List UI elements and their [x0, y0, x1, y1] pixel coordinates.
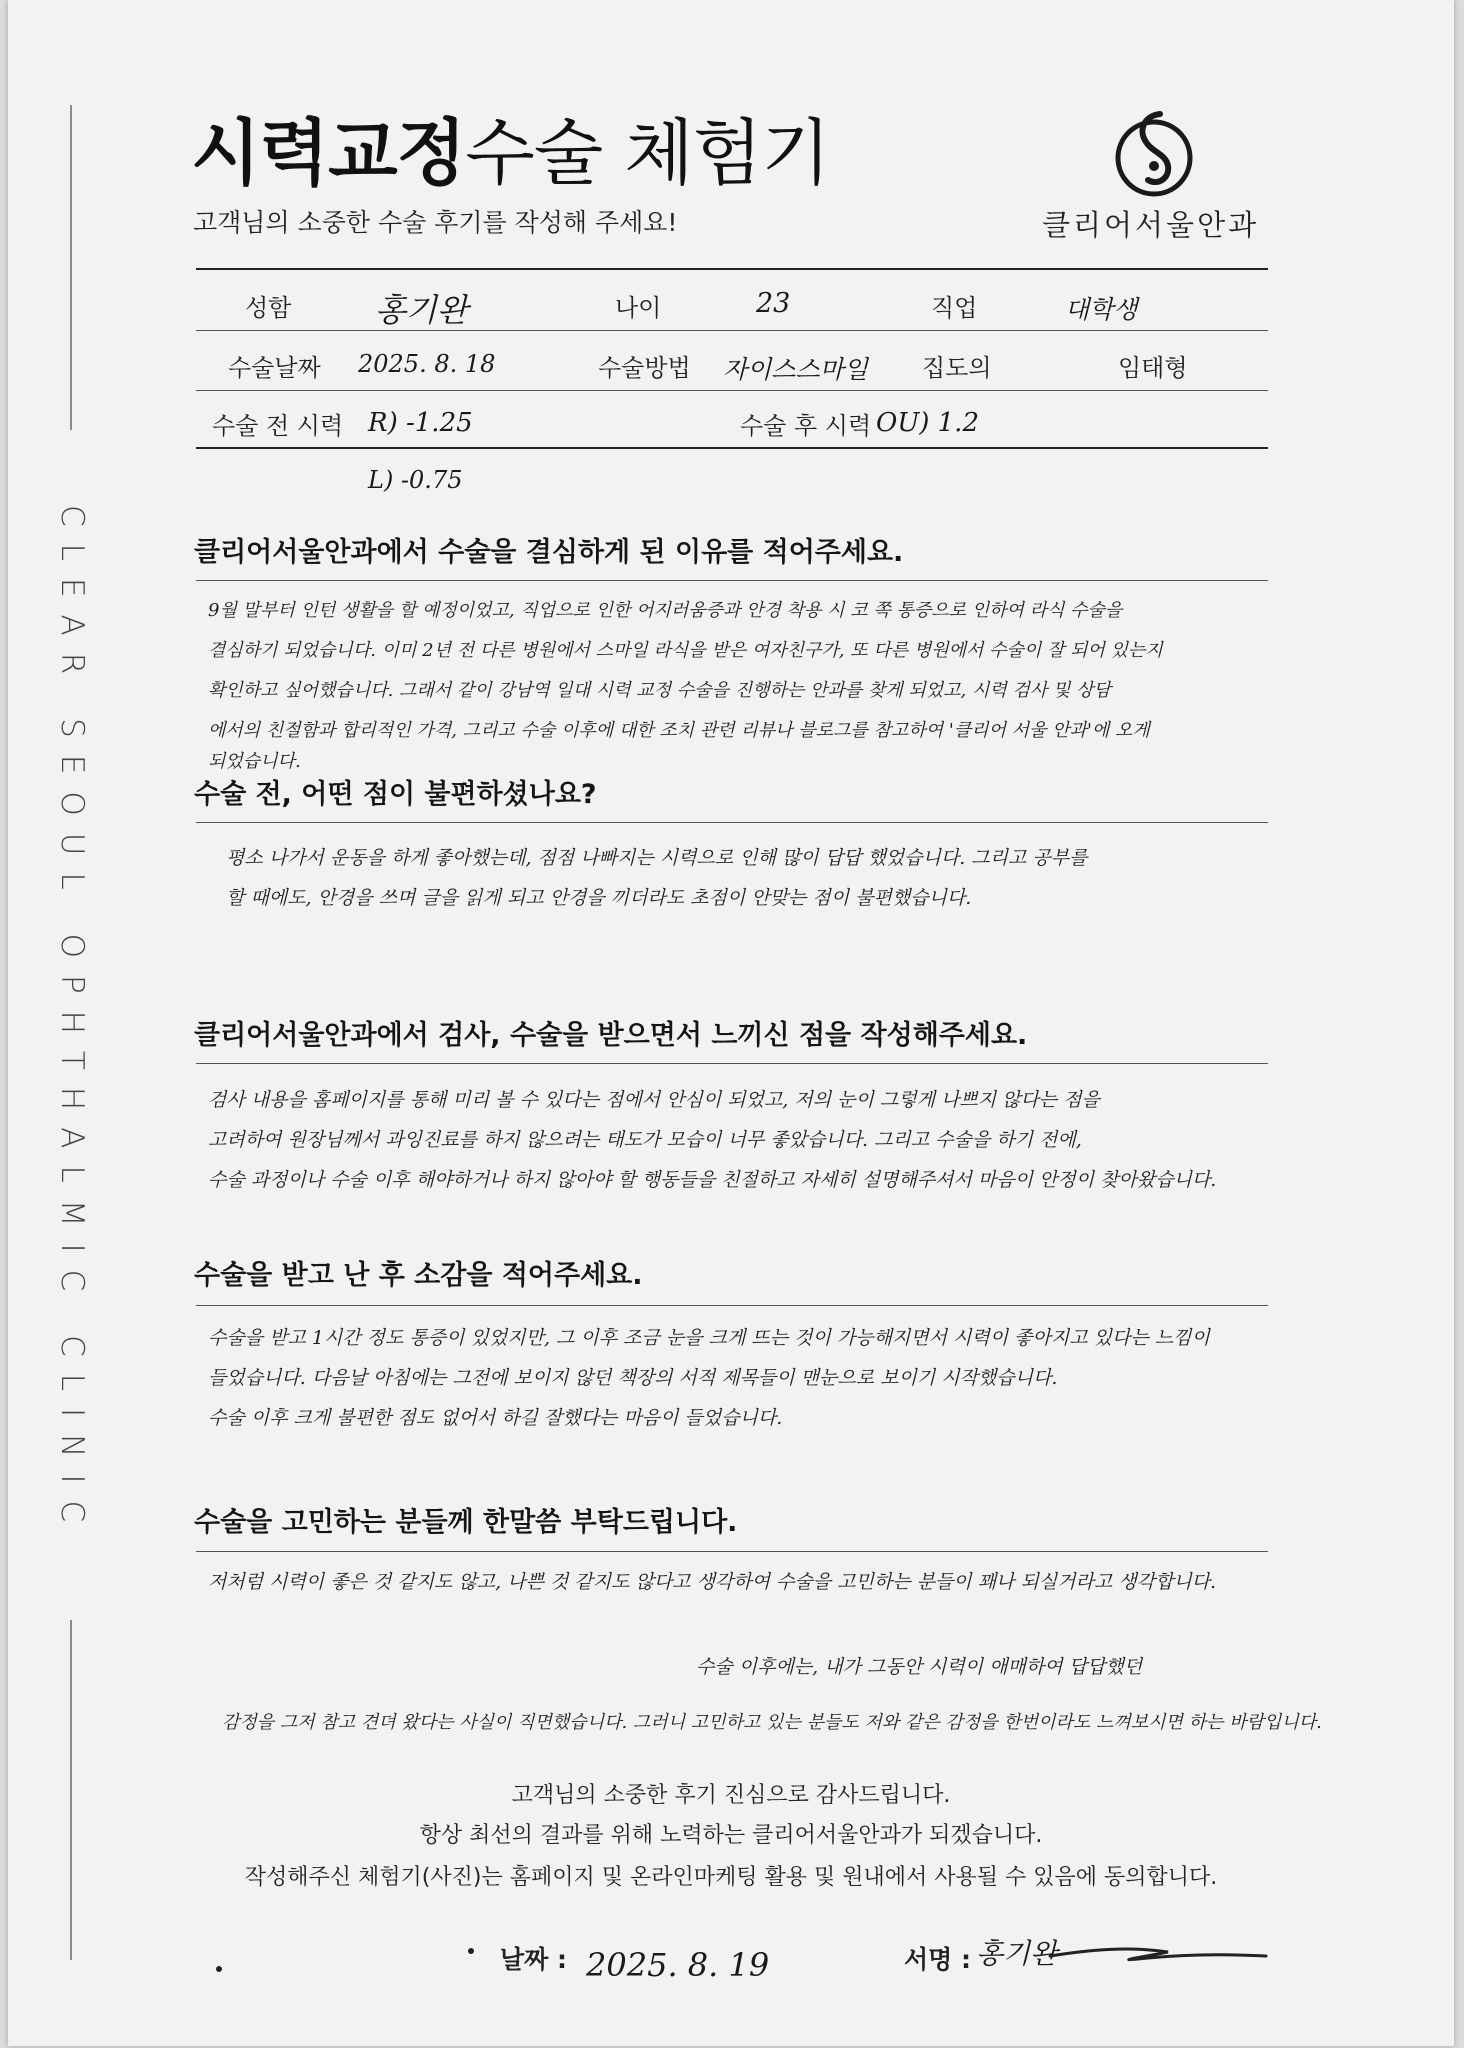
post-vision-label: 수술 후 시력: [740, 412, 872, 440]
section-advice-answer-line-3: 감정을 그저 참고 견뎌 왔다는 사실이 직면했습니다. 그러니 고민하고 있는 분들도 저와 같은 감정을 한번이라도 느껴보시면 하는 바람입니다.: [222, 1712, 1322, 1733]
job-value: 대학생: [1065, 295, 1138, 324]
info-table-top-rule: [196, 268, 1268, 270]
section-discomfort-answer: [226, 838, 1087, 918]
title-bold: 시력교정: [191, 111, 466, 195]
surgery-method-value: 자이스스마일: [723, 355, 868, 384]
surgeon-value: 임태형: [1118, 354, 1188, 382]
pre-vision-label: 수술 전 시력: [212, 412, 344, 440]
answer-line: 수술 이후 크게 불편한 점도 없어서 하길 잘했다는 마음이 들었습니다.: [208, 1407, 783, 1429]
bullet-dot: [468, 1948, 474, 1954]
pre-vision-left-value: L) -0.75: [368, 466, 463, 494]
age-label: 나이: [615, 294, 662, 322]
section-reason-rule: [196, 580, 1268, 581]
name-value: 홍기완: [375, 291, 468, 329]
page-subtitle: 고객님의 소중한 수술 후기를 작성해 주세요!: [193, 208, 678, 237]
answer-line: 수술을 받고 1시간 정도 통증이 있었지만, 그 이후 조금 눈을 크게 뜨는 것이 가능해지면서 시력이 좋아지고 있다는 느낌이: [208, 1327, 1210, 1349]
pre-vision-right-value: R) -1.25: [368, 408, 473, 438]
section-advice-answer-line-2: 수술 이후에는, 내가 그동안 시력이 애매하여 답답했던: [696, 1656, 1143, 1678]
section-advice-rule: [196, 1551, 1268, 1552]
surgery-method-label: 수술방법: [598, 354, 691, 382]
title-light: 수술 체험기: [465, 111, 830, 195]
section-discomfort-title: 수술 전, 어떤 점이 불편하셨나요?: [194, 779, 597, 810]
answer-line: 9월 말부터 인턴 생활을 할 예정이었고, 직업으로 인한 어지러움증과 안경 착용 시 코 쪽 통증으로 인하여 라식 수술을: [208, 600, 1123, 621]
survey-sheet: [8, 0, 1454, 2046]
name-label: 성함: [245, 294, 292, 322]
page-title: [191, 95, 830, 199]
section-experience-title: 클리어서울안과에서 검사, 수술을 받으면서 느끼신 점을 작성해주세요.: [194, 1020, 1028, 1051]
section-discomfort-rule: [196, 822, 1268, 823]
info-row-divider: [196, 390, 1268, 391]
info-table-bottom-rule: [196, 447, 1268, 449]
answer-line: 에서의 친절함과 합리적인 가격, 그리고 수술 이후에 대한 조치 관련 리뷰나 블로그를 참고하여 '클리어 서울 안과'에 오게: [208, 720, 1150, 741]
answer-line: 고려하여 원장님께서 과잉진료를 하지 않으려는 태도가 모습이 너무 좋았습니다. 그리고 수술을 하기 전에,: [208, 1129, 1082, 1151]
answer-line: 들었습니다. 다음날 아침에는 그전에 보이지 않던 책장의 서적 제목들이 맨눈으로 보이기 시작했습니다.: [208, 1367, 1058, 1389]
info-row-divider: [196, 330, 1268, 331]
footer-sign-label: 서명 :: [904, 1945, 972, 1974]
footer-consent: 작성해주신 체험기(사진)는 홈페이지 및 온라인마케팅 활용 및 원내에서 사용될 수 있음에 동의합니다.: [244, 1865, 1218, 1890]
clinic-name: 클리어서울안과: [1042, 208, 1260, 242]
answer-line: 확인하고 싶어했습니다. 그래서 같이 강남역 일대 시력 교정 수술을 진행하는 안과를 찾게 되었고, 시력 검사 및 상담: [208, 680, 1111, 701]
side-divider-top: [70, 105, 72, 430]
age-value: 23: [756, 288, 791, 319]
answer-line: 검사 내용을 홈페이지를 통해 미리 볼 수 있다는 점에서 안심이 되었고, 저의 눈이 그렇게 나쁘지 않다는 점을: [208, 1089, 1100, 1111]
section-impression-rule: [196, 1305, 1268, 1306]
answer-line: 평소 나가서 운동을 하게 좋아했는데, 점점 나빠지는 시력으로 인해 많이 답답 했었습니다. 그리고 공부를: [226, 847, 1088, 869]
vertical-brand-text: CLEAR SEOUL OPHTHALMIC CLINIC: [54, 505, 90, 1540]
answer-line: 할 때에도, 안경을 쓰며 글을 읽게 되고 안경을 끼더라도 초점이 안맞는 점이 불편했습니다.: [226, 887, 972, 909]
answer-line: 되었습니다.: [208, 751, 301, 772]
section-impression-answer: [208, 1318, 1210, 1438]
footer-date-label: 날짜 :: [500, 1945, 568, 1974]
answer-line: 수술 과정이나 수술 이후 해야하거나 하지 않아야 할 행동들을 친절하고 자세히 설명해주셔서 마음이 안정이 찾아왔습니다.: [208, 1169, 1217, 1191]
footer-promise: 항상 최선의 결과를 위해 노력하는 클리어서울안과가 되겠습니다.: [419, 1823, 1043, 1848]
section-experience-rule: [196, 1063, 1268, 1064]
section-advice-title: 수술을 고민하는 분들께 한말씀 부탁드립니다.: [194, 1507, 738, 1538]
section-reason-title: 클리어서울안과에서 수술을 결심하게 된 이유를 적어주세요.: [194, 537, 904, 568]
signature-stroke: [1048, 1940, 1268, 1970]
section-reason-answer: [208, 591, 1163, 773]
job-label: 직업: [931, 294, 978, 322]
post-vision-value: OU) 1.2: [876, 408, 979, 438]
surgery-date-value: 2025. 8. 18: [358, 350, 496, 378]
section-experience-answer: [208, 1080, 1216, 1200]
footer-sign-value: 홍기완: [976, 1937, 1058, 1970]
surgeon-label: 집도의: [922, 354, 992, 382]
bullet-dot: [216, 1966, 222, 1972]
section-advice-answer-line-1: 저처럼 시력이 좋은 것 같지도 않고, 나쁜 것 같지도 않다고 생각하여 수술을 고민하는 분들이 꽤나 되실거라고 생각합니다.: [208, 1571, 1217, 1593]
footer-date-value: 2025. 8. 19: [586, 1946, 770, 1984]
clear-seoul-s-logo-icon: [1114, 110, 1194, 202]
section-impression-title: 수술을 받고 난 후 소감을 적어주세요.: [194, 1260, 643, 1291]
answer-line: 결심하기 되었습니다. 이미 2년 전 다른 병원에서 스마일 라식을 받은 여자친구가, 또 다른 병원에서 수술이 잘 되어 있는지: [208, 640, 1163, 661]
surgery-date-label: 수술날짜: [228, 354, 321, 382]
footer-thanks: 고객님의 소중한 후기 진심으로 감사드립니다.: [511, 1783, 951, 1808]
